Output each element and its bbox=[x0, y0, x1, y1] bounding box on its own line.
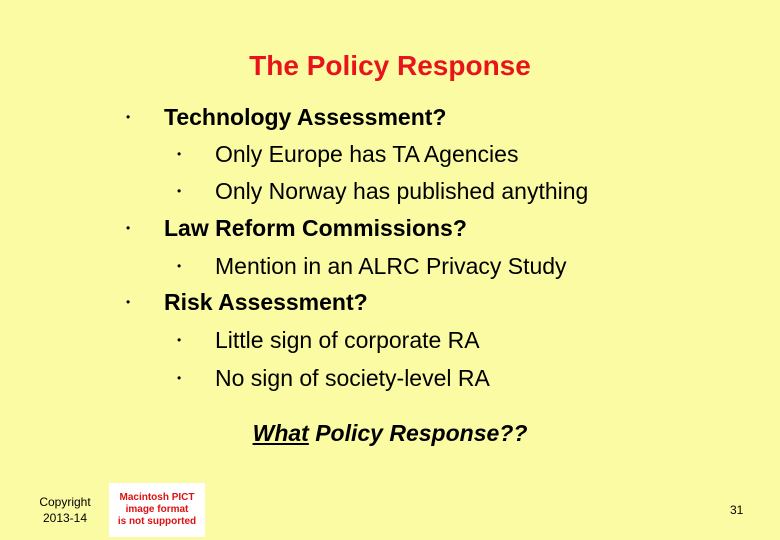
bullet-text: Risk Assessment? bbox=[164, 289, 368, 315]
sub-bullet-text: No sign of society-level RA bbox=[215, 365, 490, 391]
copyright-notice bbox=[22, 494, 108, 526]
placeholder-line: is not supported bbox=[117, 516, 197, 527]
bullet-item bbox=[126, 103, 447, 131]
bullet-marker: • bbox=[126, 221, 131, 235]
sub-bullet-item bbox=[177, 364, 490, 392]
sub-bullet-item bbox=[177, 140, 519, 168]
copyright-label: Copyright bbox=[39, 495, 91, 509]
sub-bullet-item bbox=[177, 252, 567, 280]
sub-bullet-text: Mention in an ALRC Privacy Study bbox=[215, 253, 567, 279]
question-rest: Policy Response?? bbox=[308, 420, 528, 446]
placeholder-line: Macintosh PICT bbox=[119, 492, 195, 503]
page-number: 31 bbox=[730, 503, 744, 517]
slide-title: The Policy Response bbox=[249, 50, 531, 81]
placeholder-line: image format bbox=[125, 504, 189, 515]
sub-bullet-item bbox=[177, 177, 589, 205]
bullet-item bbox=[126, 214, 467, 242]
bullet-item bbox=[126, 288, 368, 316]
closing-question bbox=[0, 420, 780, 447]
copyright-years: 2013-14 bbox=[42, 511, 88, 525]
bullet-marker: • bbox=[177, 333, 182, 347]
bullet-text: Law Reform Commissions? bbox=[164, 215, 467, 241]
bullet-marker: • bbox=[177, 259, 182, 273]
sub-bullet-item bbox=[177, 326, 480, 354]
bullet-marker: • bbox=[177, 147, 182, 161]
unsupported-image-placeholder bbox=[109, 483, 205, 537]
sub-bullet-text: Only Europe has TA Agencies bbox=[215, 141, 519, 167]
bullet-text: Technology Assessment? bbox=[164, 104, 447, 130]
bullet-marker: • bbox=[126, 295, 131, 309]
question-emphasis: What bbox=[252, 420, 309, 446]
sub-bullet-text: Little sign of corporate RA bbox=[215, 327, 480, 353]
bullet-marker: • bbox=[177, 184, 182, 198]
bullet-marker: • bbox=[126, 110, 131, 124]
sub-bullet-text: Only Norway has published anything bbox=[215, 178, 589, 204]
bullet-marker: • bbox=[177, 371, 182, 385]
